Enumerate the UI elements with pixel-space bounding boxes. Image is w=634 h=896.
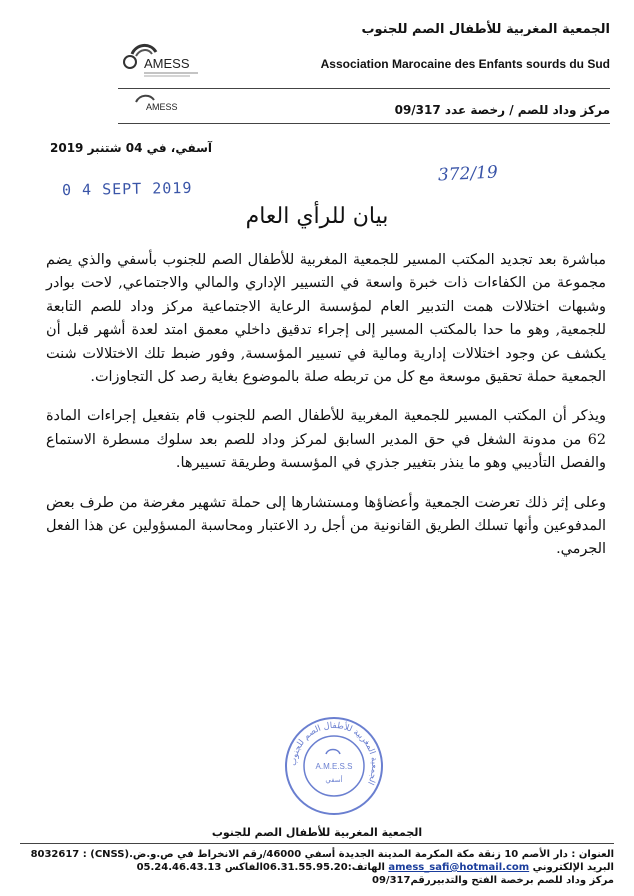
footer-org-name: الجمعية المغربية للأطفال الصم للجنوب	[211, 826, 423, 839]
seal-center-text: A.M.E.S.S	[315, 762, 353, 771]
paragraph-3: وعلى إثر ذلك تعرضت الجمعية وأعضاؤها ومستشارها إلى حملة تشهير مغرضة من طرف بعض المدفوعين وأنها تسلك الطريق القانونية من أجل رد الاعتبار ومحاسبة المسؤولين عن هذا الفعل الجرمي.	[46, 494, 606, 558]
paragraph-2: ويذكر أن المكتب المسير للجمعية المغربية للأطفال الصم للجنوب قام بتفعيل إجراءات المادة 62 من مدونة الشغل في حق المدير السابق لمركز وداد للصم بعد سلوك مسطرة الاستماع والفصل التأديبي وهو ما ينذر بتغيير جذري في المؤسسة وطريقة تسييرها.	[46, 408, 606, 472]
org-name-arabic: الجمعية المغربية للأطفال الصم للجنوب	[361, 22, 610, 37]
paragraph-1: مباشرة بعد تجديد المكتب المسير للجمعية المغربية للأطفال الصم للجنوب بأسفي والذي يضم مجموعة من الكفاءات ذات خبرة واسعة في التسيير الإداري والمالي والاجتماعي, لاحت بوادر وشبهات اختلالات همت التدبير العام لمؤسسة الرعاية الاجتماعية مركز وداد للصم التابعة للجمعية, وهو ما حدا بالمكتب المسير إلى إجراء تدقيق داخلي معمق امتد لعدة أشهر قبل أن يكشف عن وجود اختلالات إدارية ومالية في تسيير المؤسسة, وفور ضبط تلك الاختلالات شنت الجمعية حملة تحقيق موسعة مع كل من تربطه صلة بالموضوع بغاية رصد كل التجاوزات.	[46, 252, 606, 386]
footer-contact	[14, 848, 614, 887]
seal-city: أسفي	[325, 776, 343, 784]
small-logo-text: AMESS	[146, 102, 178, 112]
association-seal	[282, 714, 386, 818]
handwritten-reference-number: 372/19	[437, 162, 499, 186]
footer-divider	[20, 843, 614, 844]
footer-email-label: البريد الإلكتروني	[532, 862, 614, 873]
footer-contact-line	[14, 861, 614, 874]
logo-text: AMESS	[144, 56, 190, 71]
footer-email-link[interactable]: amess_safi@hotmail.com	[388, 862, 530, 873]
document-body	[46, 249, 606, 578]
place-date: آسفي، في 04 شتنبر 2019	[50, 141, 213, 155]
received-date-stamp: 0 4 SEPT 2019	[61, 178, 193, 200]
seal-ring-text: الجمعية المغربية للأطفال الصم للجنوب	[288, 720, 380, 787]
document-title: بيان للرأي العام	[245, 204, 389, 229]
footer-address: العنوان : دار الأصم 10 زنقة مكة المكرمة المدينة الجديدة أسفي 46000/رقم الانخراط في ص.و.ض.(CNSS) : 8032617	[30, 849, 614, 860]
amess-small-logo-icon	[132, 92, 188, 116]
license-divider	[118, 123, 610, 124]
footer-center-license: مركز وداد للصم برخصة الفتح والتدبيررقم09/317	[372, 875, 614, 886]
footer-phone-fax: الهاتف:06.31.55.95.20الفاكس 05.24.46.43.13	[136, 862, 385, 873]
center-license: مركز وداد للصم / رخصة عدد 09/317	[394, 103, 610, 117]
org-name-french: Association Marocaine des Enfants sourds du Sud	[320, 57, 610, 71]
amess-logo-icon	[118, 40, 208, 84]
header-divider	[118, 88, 610, 89]
